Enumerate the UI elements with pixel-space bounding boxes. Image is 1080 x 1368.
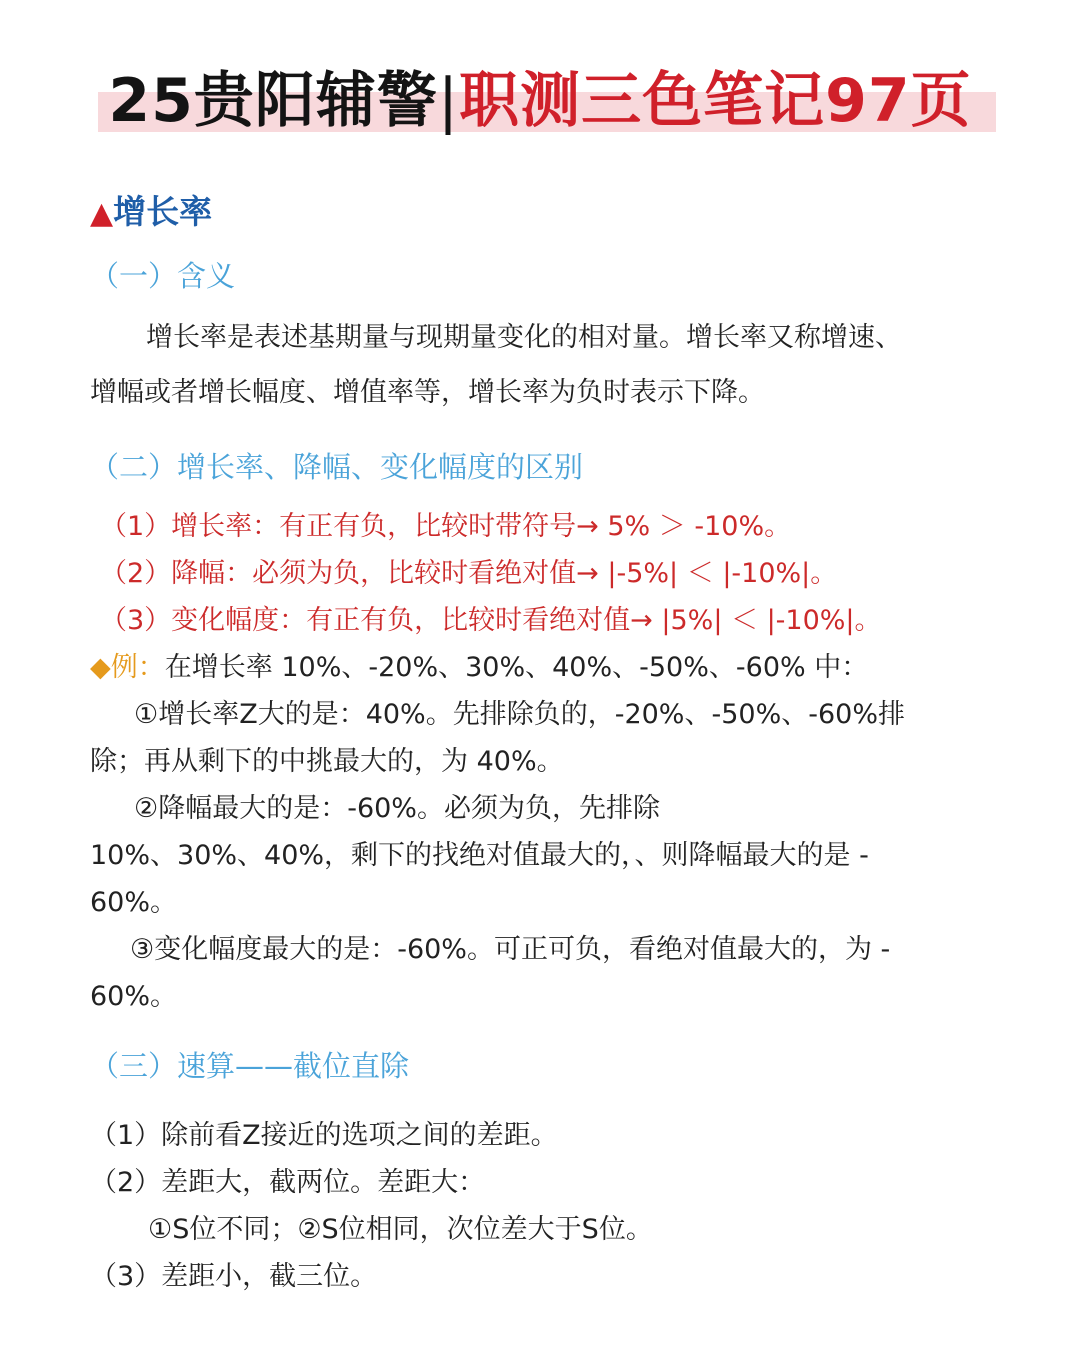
rule-line: （3）变化幅度：有正有负，比较时看绝对值→ |5%| ＜ |-10%|。 <box>100 605 882 636</box>
paragraph-line: 增长率是表述基期量与现期量变化的相对量。增长率又称增速、 <box>146 322 902 353</box>
tip-line: （3）差距小，截三位。 <box>90 1261 378 1292</box>
example-line: ③变化幅度最大的是：-60%。可正可负，看绝对值最大的，为 - <box>130 934 891 965</box>
title-separator: | <box>437 66 460 136</box>
title-area <box>0 62 1080 142</box>
example-intro <box>90 644 1000 691</box>
part1-body <box>90 314 1000 417</box>
note-content <box>90 190 1000 1300</box>
example-line: 10%、30%、40%，剩下的找绝对值最大的，、则降幅最大的是 - <box>90 840 869 871</box>
tip-line: （2）差距大，截两位。差距大： <box>90 1167 486 1198</box>
tip-line: ①S位不同；②S位相同，次位差大于S位。 <box>148 1214 653 1245</box>
example-line: 60%。 <box>90 981 178 1012</box>
section-heading <box>90 190 1000 234</box>
rule-line: （1）增长率：有正有负，比较时带符号→ 5% ＞ -10%。 <box>100 511 792 542</box>
example-line: 除；再从剩下的中挑最大的，为 40%。 <box>90 746 564 777</box>
rule-line: （2）降幅：必须为负，比较时看绝对值→ |-5%| ＜ |-10%|。 <box>100 558 838 589</box>
title-red-part: 职测三色笔记97页 <box>459 66 972 136</box>
page-title <box>0 62 1080 140</box>
part3-body <box>90 1112 1000 1300</box>
part1-heading: （一）含义 <box>90 259 236 293</box>
example-line: 60%。 <box>90 887 178 918</box>
part3-heading: （三）速算——截位直除 <box>90 1049 410 1083</box>
title-black-part: 25贵阳辅警 <box>108 66 438 136</box>
example-line: ②降幅最大的是：-60%。必须为负，先排除 <box>134 793 660 824</box>
part2-rules <box>90 503 1000 644</box>
tip-line: （1）除前看Z接近的选项之间的差距。 <box>90 1120 558 1151</box>
diamond-icon: ◆例： <box>90 652 165 683</box>
section-title: 增长率 <box>113 192 213 231</box>
example-intro-text: 在增长率 10%、-20%、30%、40%、-50%、-60% 中： <box>164 652 869 683</box>
part2-heading: （二）增长率、降幅、变化幅度的区别 <box>90 450 584 484</box>
triangle-icon: ▲ <box>90 196 114 231</box>
example-line: ①增长率Z大的是：40%。先排除负的，-20%、-50%、-60%排 <box>134 699 905 730</box>
paragraph-line: 增幅或者增长幅度、增值率等，增长率为负时表示下降。 <box>90 377 765 408</box>
